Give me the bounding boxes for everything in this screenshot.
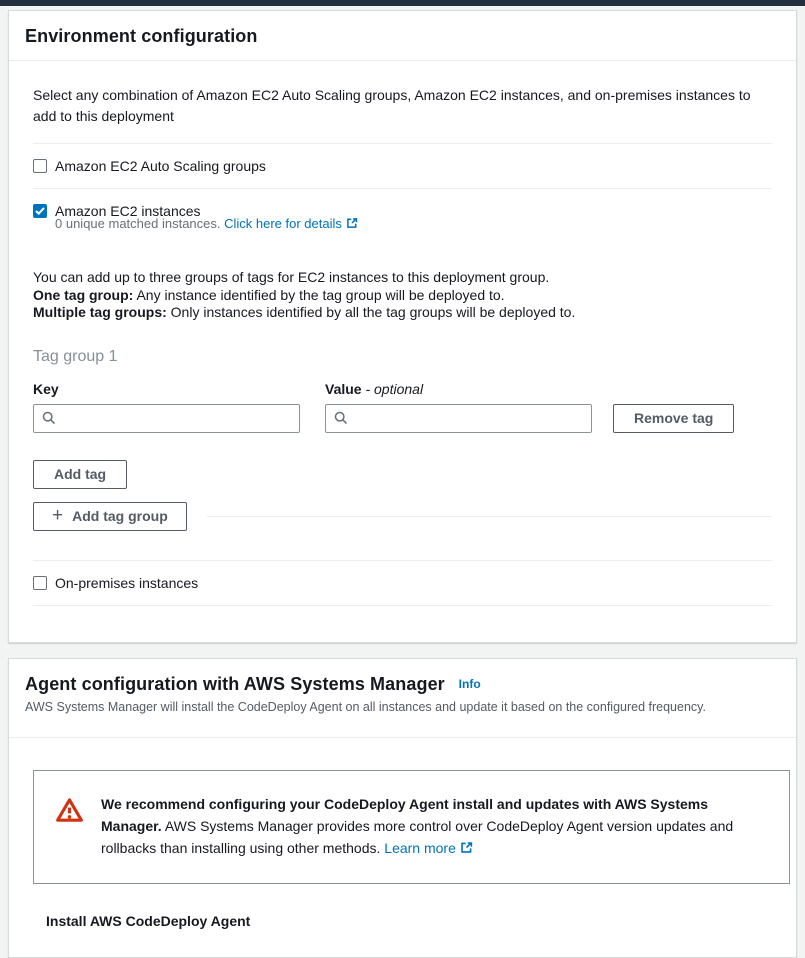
on-premises-checkbox[interactable] bbox=[33, 576, 47, 590]
add-tag-group-row bbox=[25, 489, 780, 531]
value-search-box bbox=[325, 404, 592, 433]
panel-title-environment-configuration: Environment configuration bbox=[25, 26, 258, 46]
tag-help-line2 bbox=[33, 287, 772, 305]
agent-configuration-panel bbox=[8, 658, 797, 958]
key-search-box bbox=[33, 404, 300, 433]
multiple-tag-groups-text: Only instances identified by all the tag groups will be deployed to. bbox=[166, 304, 576, 320]
on-premises-label[interactable]: On-premises instances bbox=[55, 574, 199, 591]
panel-title-agent-configuration: Agent configuration with AWS Systems Manager bbox=[25, 673, 445, 694]
value-field-group bbox=[325, 380, 592, 433]
details-link-text: Click here for details bbox=[224, 216, 342, 231]
tag-form-row bbox=[25, 366, 780, 433]
ec2-instances-status bbox=[33, 216, 772, 231]
agent-description: AWS Systems Manager will install the CodeDeploy Agent on all instances and update it based on the configured frequency. bbox=[25, 699, 706, 714]
environment-configuration-panel bbox=[8, 10, 797, 643]
checkmark-icon bbox=[35, 207, 45, 215]
value-optional-text: - optional bbox=[365, 380, 424, 397]
tag-help-line3 bbox=[33, 304, 772, 322]
value-label-text: Value bbox=[325, 380, 366, 397]
ec2-instances-label[interactable]: Amazon EC2 instances bbox=[55, 203, 201, 219]
learn-more-link[interactable] bbox=[384, 840, 473, 856]
tag-help-line1: You can add up to three groups of tags for EC2 instances to this deployment group. bbox=[33, 269, 550, 285]
click-here-for-details-link[interactable] bbox=[224, 216, 358, 231]
external-link-icon bbox=[460, 841, 473, 854]
ec2-asg-label[interactable]: Amazon EC2 Auto Scaling groups bbox=[55, 158, 266, 174]
one-tag-group-label: One tag group: bbox=[33, 286, 134, 303]
multiple-tag-groups-label: Multiple tag groups: bbox=[33, 304, 167, 320]
warning-bold-text: We recommend configuring your CodeDeploy Agent install and updates with AWS Systems Manager. bbox=[101, 795, 709, 834]
on-premises-row bbox=[25, 561, 780, 605]
learn-more-text: Learn more bbox=[384, 839, 456, 856]
key-label: Key bbox=[33, 380, 59, 397]
matched-instances-text: 0 unique matched instances. bbox=[55, 216, 225, 231]
warning-body-text: AWS Systems Manager provides more control over CodeDeploy Agent version updates and rollbacks than installing using other methods. bbox=[101, 817, 734, 856]
info-link[interactable]: Info bbox=[458, 676, 481, 691]
external-link-icon bbox=[346, 217, 358, 229]
key-input[interactable] bbox=[63, 410, 291, 426]
install-agent-label: Install AWS CodeDeploy Agent bbox=[46, 912, 251, 929]
environment-description: Select any combination of Amazon EC2 Auto Scaling groups, Amazon EC2 instances, and on-premises instances to add to this deployment bbox=[33, 87, 751, 124]
decorative-rule bbox=[207, 516, 772, 517]
search-icon bbox=[42, 411, 56, 425]
search-icon bbox=[334, 411, 348, 425]
add-tag-group-label: Add tag group bbox=[72, 507, 168, 524]
add-tag-group-button[interactable] bbox=[33, 502, 187, 531]
value-input[interactable] bbox=[355, 410, 583, 426]
remove-tag-button[interactable]: Remove tag bbox=[613, 404, 734, 433]
key-field-group bbox=[33, 380, 300, 433]
plus-icon: + bbox=[52, 505, 64, 526]
ec2-asg-checkbox[interactable] bbox=[33, 159, 47, 173]
tag-group-1-title: Tag group 1 bbox=[33, 347, 118, 365]
one-tag-group-text: Any instance identified by the tag group will be deployed to. bbox=[133, 286, 505, 303]
panel-bottom-padding bbox=[25, 606, 780, 642]
add-tag-button[interactable]: Add tag bbox=[33, 460, 127, 489]
ec2-instances-checkbox[interactable] bbox=[33, 204, 47, 218]
warning-triangle-icon bbox=[54, 796, 85, 825]
ec2-asg-row bbox=[25, 144, 780, 188]
value-label bbox=[325, 380, 592, 398]
warning-message bbox=[101, 793, 771, 859]
top-nav-bar-edge bbox=[0, 0, 805, 6]
tag-help-text bbox=[25, 243, 780, 322]
spacer bbox=[25, 531, 780, 560]
ssm-warning-alert bbox=[33, 770, 790, 884]
